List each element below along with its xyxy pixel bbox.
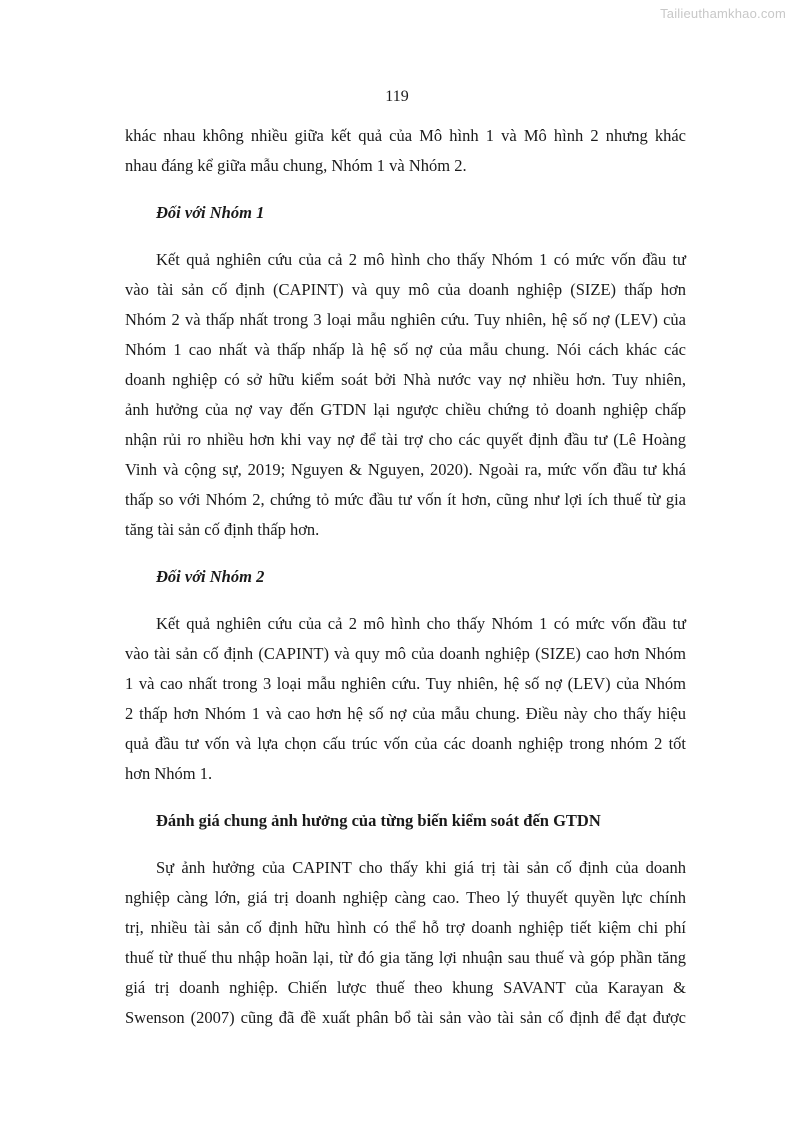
text-line: Nhóm 1 cao nhất và thấp nhấp là hệ số nợ của mẫu chung. Nói cách khác các bbox=[125, 340, 686, 359]
paragraph-group1 bbox=[125, 245, 686, 545]
page-number: 119 bbox=[385, 88, 409, 105]
page-body bbox=[125, 121, 686, 1050]
text-line: giá trị doanh nghiệp. Chiến lược thuế theo khung SAVANT của Karayan & bbox=[125, 978, 686, 997]
section-heading-group1 bbox=[125, 198, 686, 228]
text-line: Sự ảnh hưởng của CAPINT cho thấy khi giá trị tài sản cố định của doanh bbox=[156, 858, 686, 877]
heading-overall: Đánh giá chung ảnh hưởng của từng biến kiểm soát đến GTDN bbox=[156, 811, 601, 830]
text-line: nghiệp càng lớn, giá trị doanh nghiệp càng cao. Theo lý thuyết quyền lực chính bbox=[125, 888, 686, 907]
text-line: Nhóm 2 và thấp nhất trong 3 loại mẫu nghiên cứu. Tuy nhiên, hệ số nợ (LEV) của bbox=[125, 310, 686, 329]
text-line: thấp so với Nhóm 2, chứng tỏ mức đầu tư vốn ít hơn, cũng như lợi ích thuế từ gia bbox=[125, 490, 686, 509]
text-line: Kết quả nghiên cứu của cả 2 mô hình cho thấy Nhóm 1 có mức vốn đầu tư bbox=[156, 250, 686, 269]
text-line: vào tài sản cố định (CAPINT) và quy mô của doanh nghiệp (SIZE) cao hơn Nhóm bbox=[125, 644, 686, 663]
text-line: thuế từ thuế thu nhập hoãn lại, từ đó gia tăng lợi nhuận sau thuế và góp phần tăng bbox=[125, 948, 686, 967]
paragraph-overall bbox=[125, 853, 686, 1033]
text-line: nhau đáng kể giữa mẫu chung, Nhóm 1 và Nhóm 2. bbox=[125, 156, 467, 175]
text-line: vào tài sản cố định (CAPINT) và quy mô của doanh nghiệp (SIZE) thấp hơn bbox=[125, 280, 686, 299]
paragraph-intro bbox=[125, 121, 686, 181]
heading-group1: Đối với Nhóm 1 bbox=[156, 203, 265, 222]
text-line: tăng tài sản cố định thấp hơn. bbox=[125, 520, 320, 539]
text-line: khác nhau không nhiều giữa kết quả của Mô hình 1 và Mô hình 2 nhưng khác bbox=[125, 126, 686, 145]
text-line: hơn Nhóm 1. bbox=[125, 764, 213, 783]
text-line: nhận rủi ro nhiều hơn khi vay nợ để tài trợ cho các quyết định đầu tư (Lê Hoàng bbox=[125, 430, 686, 449]
text-line: doanh nghiệp có sở hữu kiểm soát bởi Nhà nước vay nợ nhiều hơn. Tuy nhiên, bbox=[125, 370, 686, 389]
text-line: ảnh hưởng của nợ vay đến GTDN lại ngược chiều chứng tỏ doanh nghiệp chấp bbox=[125, 400, 686, 419]
text-line: Swenson (2007) cũng đã đề xuất phân bổ tài sản vào tài sản cố định để đạt được bbox=[125, 1008, 686, 1027]
watermark: Tailieuthamkhao.com bbox=[660, 6, 786, 21]
paragraph-group2 bbox=[125, 609, 686, 789]
section-heading-group2 bbox=[125, 562, 686, 592]
text-line: Vinh và cộng sự, 2019; Nguyen & Nguyen, 2020). Ngoài ra, mức vốn đầu tư khá bbox=[125, 460, 686, 479]
text-line: 1 và cao nhất trong 3 loại mẫu nghiên cứu. Tuy nhiên, hệ số nợ (LEV) của Nhóm bbox=[125, 674, 686, 693]
text-line: quả đầu tư vốn và lựa chọn cấu trúc vốn của các doanh nghiệp trong nhóm 2 tốt bbox=[125, 734, 686, 753]
heading-group2: Đối với Nhóm 2 bbox=[156, 567, 265, 586]
text-line: trị, nhiều tài sản cố định hữu hình có thể hỗ trợ doanh nghiệp tiết kiệm chi phí bbox=[125, 918, 686, 937]
section-heading-overall bbox=[125, 806, 686, 836]
text-line: Kết quả nghiên cứu của cả 2 mô hình cho thấy Nhóm 1 có mức vốn đầu tư bbox=[156, 614, 686, 633]
text-line: 2 thấp hơn Nhóm 1 và cao hơn hệ số nợ của mẫu chung. Điều này cho thấy hiệu bbox=[125, 704, 686, 723]
